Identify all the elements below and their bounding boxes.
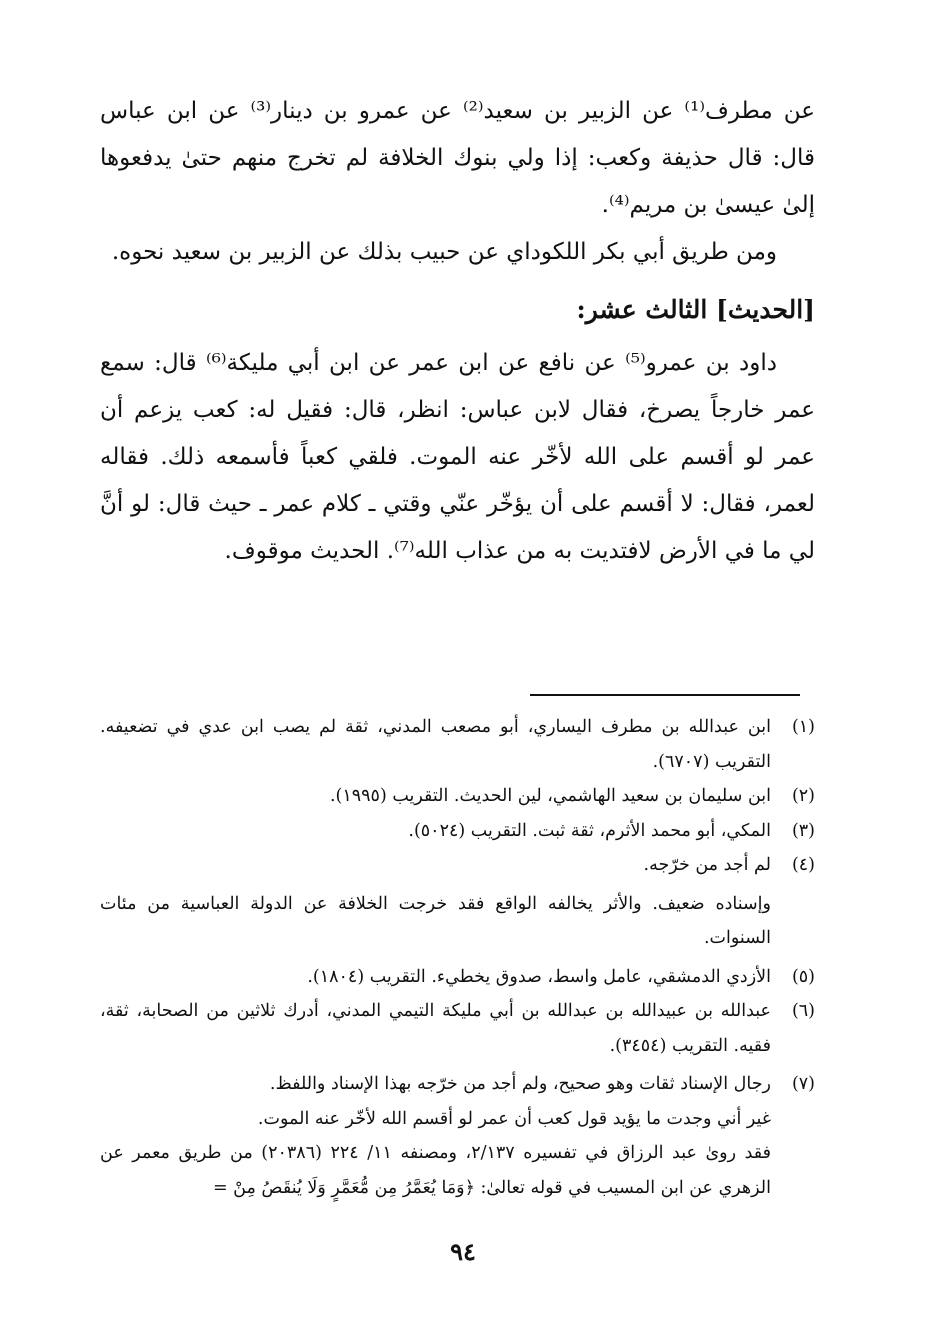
footnote-text xyxy=(100,1067,771,1205)
paragraph-2: ومن طريق أبي بكر اللكوداي عن حبيب بذلك عن الزبير بن سعيد نحوه. xyxy=(111,239,777,265)
section-heading: [الحديث] الثالث عشر: xyxy=(576,295,815,324)
footnote-7 xyxy=(100,1067,815,1205)
footnote-4-continuation: وإسناده ضعيف. والأثر يخالفه الواقع فقد خرجت الخلافة عن الدولة العباسية من مئات السنوات. xyxy=(100,893,771,948)
footnote-7-line-3: فقد روىٰ عبد الرزاق في تفسيره ٢/١٣٧، ومصنفه ١١/ ٢٢٤ (٢٠٣٨٦) من طريق معمر عن الزهري عن ابن المسيب في قوله تعالىٰ: ﴿وَمَا يُعَمَّرُ مِن مُّعَمَّرٍ وَلَا يُنقَصُ مِنْ = xyxy=(100,1143,772,1198)
footnote-text: الأزدي الدمشقي، عامل واسط، صدوق يخطيء. التقريب (١٨٠٤). xyxy=(307,966,771,987)
footnote-text: عبدالله بن عبيدالله بن عبدالله بن أبي مليكة التيمي المدني، أدرك ثلاثين من الصحابة، ثقة، فقيه. التقريب (٣٤٥٤). xyxy=(100,1001,771,1056)
footnote-text: المكي، أبو محمد الأثرم، ثقة ثبت. التقريب (٥٠٢٤). xyxy=(408,820,771,841)
footnote-5 xyxy=(100,960,815,995)
footnote-4 xyxy=(100,848,815,883)
paragraph-3: داود بن عمرو⁽⁵⁾ عن نافع عن ابن عمر عن ابن أبي مليكة⁽⁶⁾ قال: سمع عمر خارجاً يصرخ، فقال لابن عباس: انظر، قال: فقيل له: كعب يزعم أن عمر لو أقسم على الله لأخّر عنه الموت. فلقي كعباً فأسمعه ذلك. فقاله لعمر، فقال: لا أقسم على أن يؤخّر عنّي وقتي ـ كلام عمر ـ حيث قال: لو أنَّ لي ما في الأرض لافتديت به من عذاب الله⁽⁷⁾. الحديث موقوف. xyxy=(100,350,815,564)
footnote-text: لم أجد من خرّجه. xyxy=(643,855,771,875)
paragraph-1: عن مطرف⁽¹⁾ عن الزبير بن سعيد⁽²⁾ عن عمرو بن دينار⁽³⁾ عن ابن عباس قال: قال حذيفة وكعب: إذا ولي بنوك الخلافة لم تخرج منهم حتىٰ يدفعوها إلىٰ عيسىٰ بن مريم⁽⁴⁾. xyxy=(100,98,815,218)
footnote-7-line-1: رجال الإسناد ثقات وهو صحيح، ولم أجد من خرّجه بهذا الإسناد واللفظ. xyxy=(269,1074,771,1094)
footnote-number: (٢) xyxy=(791,786,815,806)
footnote-number: (٦) xyxy=(791,1001,815,1021)
footnote-separator xyxy=(530,694,800,696)
footnote-1 xyxy=(100,710,815,779)
page-number: ٩٤ xyxy=(450,1237,476,1266)
footnote-text: ابن عبدالله بن مطرف اليساري، أبو مصعب المدني، ثقة لم يصب ابن عدي في تضعيفه. التقريب (٦٧٠٧). xyxy=(100,717,771,772)
footnote-7-line-2: غير أني وجدت ما يؤيد قول كعب أن عمر لو أقسم الله لأخّر عنه الموت. xyxy=(257,1108,771,1129)
footnotes xyxy=(100,710,815,1205)
footnote-3 xyxy=(100,814,815,849)
footnote-number: (٧) xyxy=(791,1074,815,1094)
main-text-block xyxy=(100,88,815,575)
main-body xyxy=(100,88,815,575)
footnote-2 xyxy=(100,779,815,814)
footnote-number: (٥) xyxy=(791,966,815,987)
footnote-number: (٤) xyxy=(791,855,815,875)
footnote-6 xyxy=(100,994,815,1063)
footnote-number: (١) xyxy=(791,717,815,737)
footnote-text: ابن سليمان بن سعيد الهاشمي، لين الحديث. التقريب (١٩٩٥). xyxy=(329,786,771,806)
footnote-number: (٣) xyxy=(791,820,815,841)
